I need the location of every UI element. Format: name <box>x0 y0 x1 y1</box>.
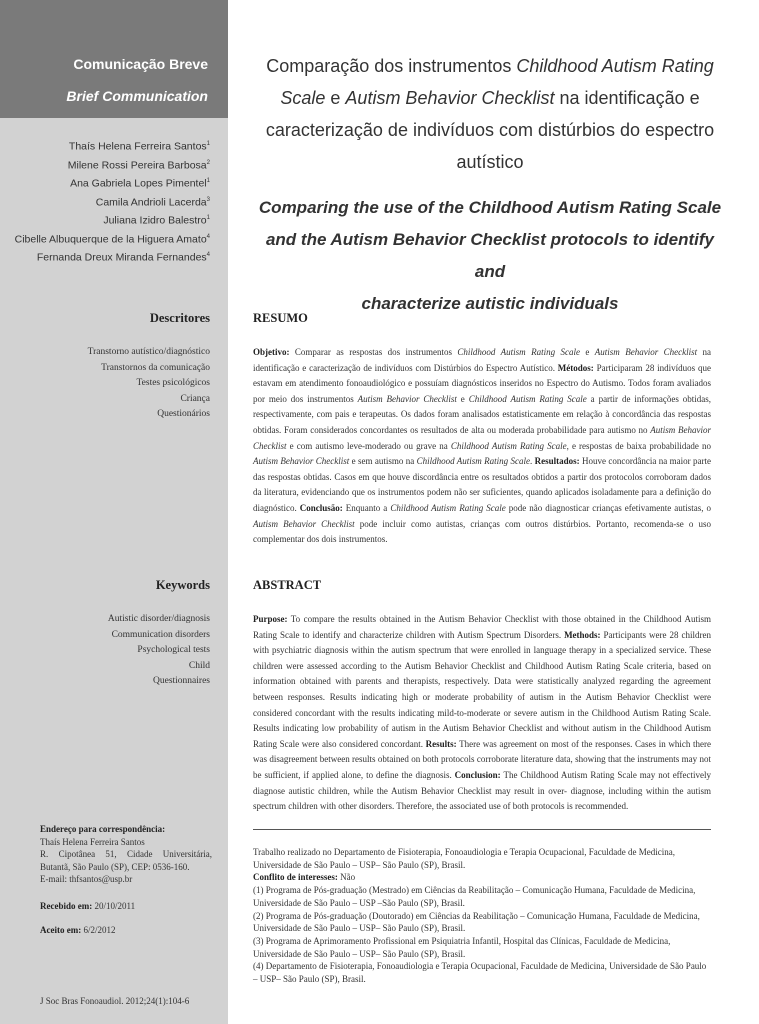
list-item: Autistic disorder/diagnosis <box>107 614 210 624</box>
descritores-list <box>88 345 210 423</box>
affiliation-note: (4) Departamento de Fisioterapia, Fonoaudiologia e Terapia Ocupacional, Faculdade de Medicina, Universidade de São Paulo – USP– São Paulo (SP), Brasil. <box>253 961 707 985</box>
conflict-note: Conflito de interesses: Não <box>253 872 356 883</box>
descritores-heading: Descritores <box>149 311 210 325</box>
section-type-label: Comunicação Breve <box>73 56 208 72</box>
title-portuguese: Comparação dos instrumentos Childhood Autism Rating Scale e Autism Behavior Checklist na identificação e caracterização de indivíduos com distúrbios do espectro autístico <box>265 56 715 172</box>
list-item: Transtorno autístico/diagnóstico <box>87 347 210 357</box>
author: Camila Andrioli Lacerda$^3$ <box>95 196 210 208</box>
list-item: Questionários <box>157 409 210 419</box>
keywords-heading: Keywords <box>155 578 210 592</box>
correspondence-line: R. Cipotânea 51, Cidade Universitária, Butantã, São Paulo (SP), CEP: 0536-160. <box>40 849 212 872</box>
correspondence-heading: Endereço para correspondência: <box>40 824 166 834</box>
affiliation-note: (2) Programa de Pós-graduação (Doutorado) em Ciências da Reabilitação – Comunicação Humana, Faculdade de Medicina, Universidade de São Paulo – USP– São Paulo (SP), Brasil. <box>253 910 700 934</box>
title-english: Comparing the use of the Childhood Autism Rating Scale and the Autism Behavior Checklist protocols to identify and characterize autistic individuals <box>258 198 722 313</box>
author: Cibelle Albuquerque de la Higuera Amato$^4$ <box>14 233 210 245</box>
received-date: Recebido em: 20/10/2011 <box>40 901 136 911</box>
list-item: Criança <box>180 393 210 404</box>
author: Milene Rossi Pereira Barbosa$^2$ <box>67 159 210 171</box>
list-item: Testes psicológicos <box>136 378 210 388</box>
journal-reference: J Soc Bras Fonoaudiol. 2012;24(1):104-6 <box>40 996 190 1006</box>
list-item: Questionnaires <box>153 676 210 686</box>
affiliation-note: (1) Programa de Pós-graduação (Mestrado) em Ciências da Reabilitação – Comunicação Humana, Faculdade de Medicina, Universidade de São Paulo – USP –São Paulo (SP), Brasil. <box>253 885 696 908</box>
section-type-label-en: Brief Communication <box>66 88 208 104</box>
list-item: Psychological tests <box>137 645 210 655</box>
sidebar <box>0 0 228 1024</box>
author: Juliana Izidro Balestro$^1$ <box>103 214 210 227</box>
correspondence-line: Thaís Helena Ferreira Santos <box>40 836 145 847</box>
author: Ana Gabriela Lopes Pimentel$^1$ <box>70 177 210 190</box>
abstract-text: Purpose: To compare the results obtained in the Autism Behavior Checklist with those obtained in the Childhood Autism Rating Scale to identify and characterize children with Autism Spectrum Disorders. Methods: Participants were 28 children with psychiatric diagnosis within the autism spectrum that were enrolled in language therapy in a specialized service. These children were assessed according to the Autism Behavior Checklist and Childhood Autism Rating Scale criteria, based on information obtained with parents and therapists, respectively. Data were statistically analyzed regarding the agreement between responses. Results indicating high or moderate probability of autism in the Autism Behavior Checklist were considered concordant with the results indicating mild-to-moderate or severe autism in the Childhood Autism Rating Scale. Results indicating low probability of autism in the Autism Behavior Checklist and without autism in the Childhood Autism Rating Scale were also considered concordant. Results: There was agreement on most of the responses. Cases in which there was disagreement between results obtained on both protocols corroborate literature data, showing that the instruments may not be sufficient, if applied alone, to define the diagnosis. Conclusion: The Childhood Autism Rating Scale may not effectively diagnose autistic children, while the Autism Behavior Checklist may result in over- diagnose, including within the autism spectrum children with other disorders. Therefore, the associated use of both protocols is recommended. <box>253 614 712 812</box>
accepted-date: Aceito em: 6/2/2012 <box>40 925 116 935</box>
author-list <box>15 136 210 266</box>
footnote-divider <box>253 829 711 830</box>
affiliation-note: (3) Programa de Aprimoramento Profissional em Psiquiatria Infantil, Hospital das Clínicas, Faculdade de Medicina, Universidade de São Paulo – USP– São Paulo (SP), Brasil. <box>253 935 671 959</box>
list-item: Communication disorders <box>111 629 210 640</box>
list-item: Transtornos da comunicação <box>101 362 210 373</box>
section-type-banner <box>0 0 228 118</box>
resumo-text: Objetivo: Comparar as respostas dos instrumentos Childhood Autism Rating Scale e Autism Behavior Checklist na identificação e caracterização de indivíduos com Distúrbios do Espectro Autístico. Métodos: Participaram 28 indivíduos que estavam em atendimento fonoaudiológico e possuíam diagnósticos inseridos no Espectro do Autismo. Todos foram avaliados por meio dos instrumentos Autism Behavior Checklist e Childhood Autism Rating Scale a partir de informações obtidas, respectivamente, com pais e terapeutas. Os dados foram analisados estatisticamente em relação à concordância das respostas obtidas. Foram considerados concordantes os resultados de alta ou moderada probabilidade para autismo no Autism Behavior Checklist e com autismo leve-moderado ou grave na Childhood Autism Rating Scale, e respostas de baixa probabilidade no Autism Behavior Checklist e sem autismo na Childhood Autism Rating Scale. Resultados: Houve concordância na maior parte das respostas obtidas. Casos em que houve discordância entre os resultados obtidos a partir dos protocolos corroboram dados da literatura, evidenciando que os instrumentos podem não ser suficientes, quando aplicados isoladamente para a definição do diagnóstico. Conclusão: Enquanto a Childhood Autism Rating Scale pode não diagnosticar crianças efetivamente autistas, o Autism Behavior Checklist pode incluir como autistas, crianças com outros distúrbios. Portanto, recomenda-se o uso complementar dos dois instrumentos. <box>253 347 711 545</box>
keywords-list <box>108 612 210 690</box>
footnotes <box>253 846 711 986</box>
work-done-note: Trabalho realizado no Departamento de Fisioterapia, Fonoaudiologia e Terapia Ocupacional, Faculdade de Medicina, Universidade de São Paulo – USP– São Paulo (SP), Brasil. <box>253 847 675 870</box>
resumo-heading: RESUMO <box>253 311 308 325</box>
author: Thaís Helena Ferreira Santos$^1$ <box>68 140 210 153</box>
correspondence-email: E-mail: thfsantos@usp.br <box>40 874 133 884</box>
abstract-heading: ABSTRACT <box>253 578 322 592</box>
correspondence-block <box>40 823 212 886</box>
list-item: Child <box>188 660 210 671</box>
author: Fernanda Dreux Miranda Fernandes$^4$ <box>36 251 210 264</box>
